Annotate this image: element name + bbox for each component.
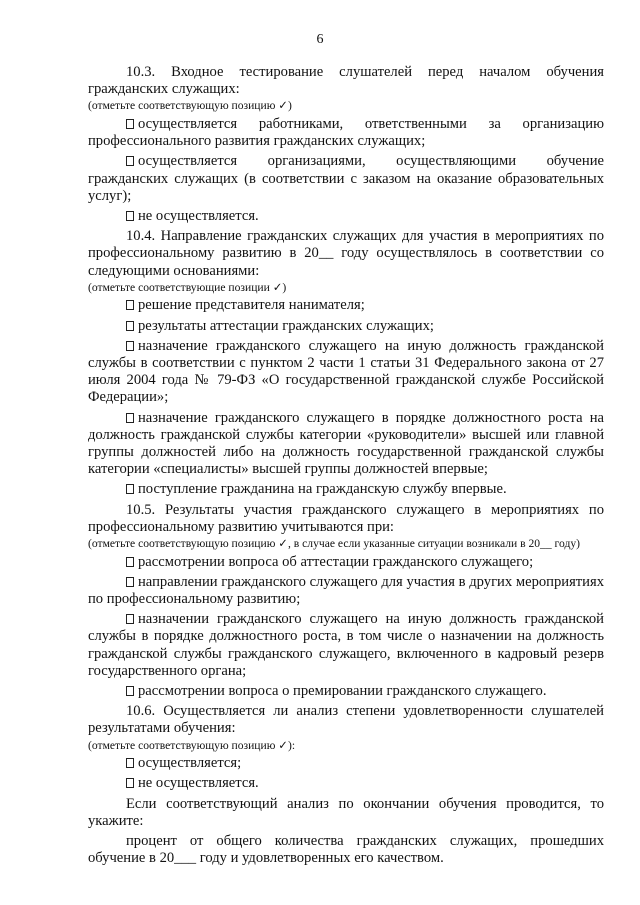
checkbox-icon[interactable] xyxy=(126,758,134,768)
section-note: (отметьте соответствующие позиции ✓) xyxy=(88,280,287,294)
option-label: поступление гражданина на гражданскую службу впервые. xyxy=(138,481,507,498)
checkbox-icon[interactable] xyxy=(126,119,134,129)
checkbox-icon[interactable] xyxy=(126,341,134,351)
checkbox-icon[interactable] xyxy=(126,484,134,494)
section-10-6 xyxy=(88,703,604,867)
option-item[interactable] xyxy=(88,775,604,792)
option-label: рассмотрении вопроса о премировании гражданского служащего. xyxy=(138,683,547,700)
section-heading: 10.3. Входное тестирование слушателей перед началом обучения гражданских служащих: xyxy=(88,64,604,98)
option-label: назначение гражданского служащего в порядке должностного роста на должность гражданской службы категории «руководители» высшей или главной группы должностей либо на должность государственной гражданской службы категории «специалисты» высшей группы должностей впервые; xyxy=(88,409,604,478)
option-label: осуществляется; xyxy=(138,755,242,772)
section-10-4 xyxy=(88,228,604,498)
option-label: назначении гражданского служащего на иную должность гражданской службы в порядке должностного роста, в том числе о назначении на должность гражданской службы гражданского служащего, включенного в кадровый резерв государственного органа; xyxy=(88,611,604,679)
checkbox-icon[interactable] xyxy=(126,686,134,696)
section-heading: 10.5. Результаты участия гражданского служащего в мероприятиях по профессиональному развитию учитываются при: xyxy=(88,501,604,535)
option-item[interactable] xyxy=(88,683,604,700)
option-label: рассмотрении вопроса об аттестации гражданского служащего; xyxy=(138,553,534,570)
document-body xyxy=(88,62,604,871)
option-item[interactable] xyxy=(88,755,604,772)
option-label: не осуществляется. xyxy=(138,775,259,792)
checkbox-icon[interactable] xyxy=(126,557,134,567)
checkbox-icon[interactable] xyxy=(126,300,134,310)
section-heading: 10.4. Направление гражданских служащих для участия в мероприятиях по профессиональному развитию в 20__ году осуществлялось в соответствии со следующими основаниями: xyxy=(88,228,604,279)
option-item[interactable] xyxy=(88,611,604,680)
page-number: 6 xyxy=(316,32,324,47)
option-item[interactable] xyxy=(88,153,604,205)
option-label: не осуществляется. xyxy=(138,208,259,225)
checkbox-icon[interactable] xyxy=(126,321,134,331)
option-item[interactable] xyxy=(88,338,604,407)
checkbox-icon[interactable] xyxy=(126,614,134,624)
checkbox-icon[interactable] xyxy=(126,156,134,166)
followup-text: Если соответствующий анализ по окончании обучения проводится, то укажите: xyxy=(88,795,604,829)
section-heading: 10.6. Осуществляется ли анализ степени удовлетворенности слушателей результатами обучения: xyxy=(88,703,604,737)
option-label: осуществляется организациями, осуществляющими обучение гражданских служащих (в соответствии с заказом на оказание образовательных услуг); xyxy=(88,153,604,204)
option-label: результаты аттестации гражданских служащих; xyxy=(138,317,434,334)
option-item[interactable] xyxy=(88,318,604,335)
section-10-5 xyxy=(88,502,604,701)
section-10-3 xyxy=(88,64,604,225)
option-item[interactable] xyxy=(88,410,604,479)
option-item[interactable] xyxy=(88,574,604,608)
checkbox-icon[interactable] xyxy=(126,778,134,788)
option-item[interactable] xyxy=(88,297,604,314)
option-item[interactable] xyxy=(88,554,604,571)
checkbox-icon[interactable] xyxy=(126,577,134,587)
option-item[interactable] xyxy=(88,116,604,150)
option-item[interactable] xyxy=(88,208,604,225)
option-item[interactable] xyxy=(88,481,604,498)
checkbox-icon[interactable] xyxy=(126,211,134,221)
option-label: направлении гражданского служащего для участия в других мероприятиях по профессиональному развитию; xyxy=(88,573,604,608)
option-label: назначение гражданского служащего на иную должность гражданской службы в соответствии с пунктом 2 части 1 статьи 31 Федерального закона от 27 июля 2004 года № 79-ФЗ «О государственной гражданской службе Российской Федерации»; xyxy=(88,337,604,406)
section-note: (отметьте соответствующую позицию ✓): xyxy=(88,738,296,752)
option-label: решение представителя нанимателя; xyxy=(138,297,365,314)
percent-field-text: процент от общего количества гражданских служащих, прошедших обучение в 20___ году и удовлетворенных его качеством. xyxy=(88,833,604,867)
section-note: (отметьте соответствующую позицию ✓, в случае если указанные ситуации возникали в 20__ году) xyxy=(88,537,581,551)
checkbox-icon[interactable] xyxy=(126,413,134,423)
option-label: осуществляется работниками, ответственными за организацию профессионального развития гражданских служащих; xyxy=(88,116,604,150)
section-note: (отметьте соответствующую позицию ✓) xyxy=(88,99,292,113)
